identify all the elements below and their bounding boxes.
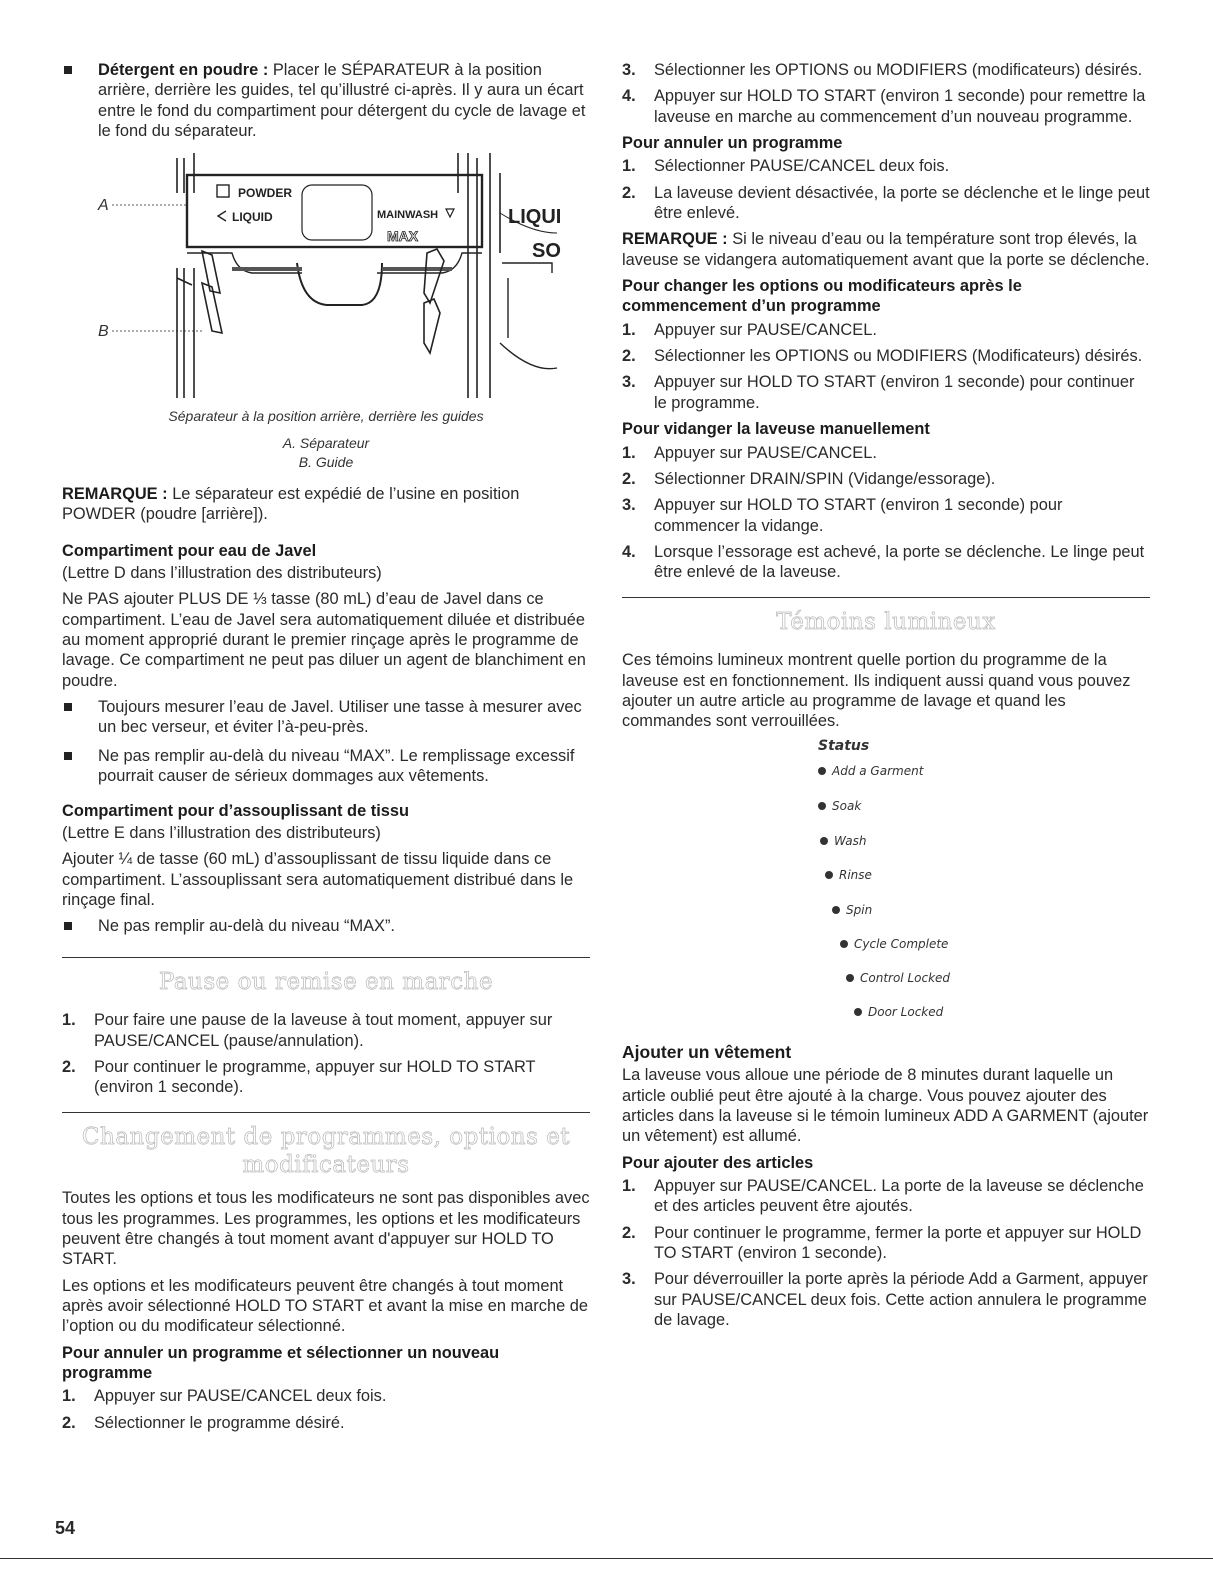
ajouter-sub-heading: Pour ajouter des articles [622, 1153, 814, 1172]
annuler-heading: Pour annuler un programme [622, 134, 843, 153]
status-label: Rinse [839, 867, 872, 882]
item-text: Appuyer sur HOLD TO START (environ 1 seconde) pour commencer la vidange. [654, 496, 1063, 535]
ajouter-item-2 [622, 1223, 1150, 1264]
javel-bullet-2: Ne pas remplir au-delà du niveau “MAX”. Le remplissage excessif pourrait causer de sérieux dommages aux vêtements. [62, 746, 590, 787]
item-text: Appuyer sur PAUSE/CANCEL deux fois. [94, 1387, 387, 1406]
remarque-right [622, 229, 1150, 270]
indicator-light-icon [832, 906, 840, 914]
ajouter-item-3 [622, 1269, 1150, 1330]
status-spin [832, 903, 872, 918]
status-door-locked [854, 1005, 943, 1020]
figure-legend-a: A. Séparateur [282, 435, 370, 452]
status-add-garment [818, 764, 923, 779]
figure-legend-b: B. Guide [298, 454, 354, 471]
item-number: 2. [622, 347, 636, 366]
item-text: Sélectionner PAUSE/CANCEL deux fois. [654, 157, 950, 176]
javel-subtitle: (Lettre D dans l’illustration des distributeurs) [62, 564, 382, 583]
label-a: A [98, 197, 109, 215]
pause-item-1 [62, 1010, 590, 1051]
status-label: Soak [832, 798, 862, 813]
item-number: 1. [622, 443, 636, 462]
right-column [622, 60, 1150, 1337]
item-text: Pour continuer le programme, fermer la porte et appuyer sur HOLD TO START (environ 1 seconde). [654, 1223, 1142, 1263]
page-number: 54 [55, 1518, 76, 1538]
status-label: Cycle Complete [854, 936, 949, 951]
javel-paragraph: Ne PAS ajouter PLUS DE ⅓ tasse (80 mL) d’eau de Javel dans ce compartiment. L’eau de Javel sera automatiquement diluée et distribuée au moment approprié durant le premier rinçage après le programme de lavage. Ce compartiment ne peut pas diluer un agent de blanchiment en poudre. [62, 590, 586, 690]
changement-title-line-2: modificateurs [242, 1152, 410, 1179]
changement-item-1 [62, 1386, 590, 1406]
so-label: SO [532, 240, 561, 263]
changer-heading: Pour changer les options ou modificateurs après le commencement d’un programme [622, 277, 1022, 316]
status-label: Wash [834, 833, 867, 848]
status-label: Door Locked [868, 1004, 944, 1019]
section-divider [62, 1112, 590, 1113]
status-control-locked [846, 971, 950, 986]
indicator-light-icon [854, 1008, 862, 1016]
pause-section-title: Pause ou remise en marche [158, 968, 494, 995]
bottom-rule [0, 1558, 1213, 1559]
status-soak [818, 799, 861, 814]
cont-item-3 [622, 60, 1150, 80]
item-text: Sélectionner les OPTIONS ou MODIFIERS (modificateurs) désirés. [654, 61, 1143, 79]
mainwash-label: MAINWASH [377, 209, 439, 222]
item-number: 4. [622, 542, 636, 561]
changement-item-2 [62, 1413, 590, 1433]
remarque-text: Le séparateur est expédié de l’usine en position POWDER (poudre [arrière]). [62, 485, 520, 524]
powder-label: POWDER [238, 186, 292, 201]
remarque-lead: REMARQUE : [62, 485, 168, 504]
javel-bullet-1: Toujours mesurer l’eau de Javel. Utiliser une tasse à mesurer avec un bec verseur, et éviter l’à-peu-près. [62, 697, 590, 738]
temoins-paragraph: Ces témoins lumineux montrent quelle portion du programme de la laveuse est en fonctionnement. Ils indiquent aussi quand vous pouvez ajouter un autre article au programme de lavage et quand les commandes sont verrouillées. [622, 651, 1131, 731]
vidanger-item-3 [622, 495, 1150, 536]
indicator-light-icon [825, 871, 833, 879]
item-number: 1. [622, 157, 636, 176]
detergent-bullet [62, 60, 590, 141]
indicator-light-icon [818, 767, 826, 775]
changement-paragraph-1: Toutes les options et tous les modificateurs ne sont pas disponibles avec tous les programmes. Les programmes, les options et les modificateurs peuvent être changés à tout moment avant d'appuyer sur HOLD TO START. [62, 1189, 590, 1269]
assouplissant-paragraph: Ajouter ¼ de tasse (60 mL) d’assouplissant de tissu liquide dans ce compartiment. L’assouplissant sera automatiquement distribué dans le rinçage final. [62, 850, 574, 909]
item-text: Lorsque l’essorage est achevé, la porte se déclenche. Le linge peut être enlevé de la laveuse. [654, 542, 1145, 582]
indicator-light-icon [818, 802, 826, 810]
item-text: Sélectionner DRAIN/SPIN (Vidange/essorage). [654, 469, 996, 488]
separator-figure [62, 153, 590, 403]
figure-caption: Séparateur à la position arrière, derrière les guides [168, 408, 484, 425]
max-label: MAX [387, 228, 419, 245]
vidanger-item-2 [622, 469, 1150, 489]
ajouter-heading: Ajouter un vêtement [622, 1041, 792, 1062]
item-number: 4. [622, 87, 636, 106]
item-number: 3. [622, 1270, 636, 1289]
item-number: 2. [622, 183, 636, 202]
remarque-lead: REMARQUE : [622, 230, 728, 249]
remarque-text: Si le niveau d’eau ou la température sont trop élevés, la laveuse se vidangera automatiquement avant que la porte se déclenche. [622, 230, 1150, 269]
left-column [62, 60, 590, 1439]
item-text: Appuyer sur PAUSE/CANCEL. La porte de la laveuse se déclenche et des articles peuvent être ajoutés. [654, 1177, 1144, 1216]
item-text: La laveuse devient désactivée, la porte se déclenche et le linge peut être enlevé. [654, 183, 1150, 223]
annuler-item-2 [622, 183, 1150, 224]
item-number: 1. [622, 1177, 636, 1196]
item-text: Pour continuer le programme, appuyer sur HOLD TO START (environ 1 seconde). [94, 1058, 536, 1097]
item-text: Appuyer sur HOLD TO START (environ 1 seconde) pour remettre la laveuse en marche au commencement d’un nouveau programme. [654, 87, 1146, 126]
item-text: Appuyer sur HOLD TO START (environ 1 seconde) pour continuer le programme. [654, 373, 1135, 412]
item-number: 3. [622, 496, 636, 515]
assouplissant-heading: Compartiment pour d’assouplissant de tissu [62, 801, 409, 820]
pause-item-2 [62, 1057, 590, 1098]
item-number: 2. [622, 1223, 636, 1242]
liquid-label: LIQUID [232, 210, 273, 225]
detergent-text: Placer le SÉPARATEUR à la position arrière, derrière les guides, tel qu’illustré ci-après. Il y aura un écart entre le fond du compartiment pour détergent du cycle de lavage et le fond du séparateur. [98, 61, 586, 141]
cont-item-4 [622, 86, 1150, 127]
annuler-nouveau-heading: Pour annuler un programme et sélectionner un nouveau programme [62, 1343, 500, 1382]
indicator-light-icon [820, 837, 828, 845]
item-text: Sélectionner les OPTIONS ou MODIFIERS (Modificateurs) désirés. [654, 347, 1143, 366]
status-title: Status [818, 737, 870, 754]
temoins-section-title: Témoins lumineux [776, 608, 996, 635]
item-number: 3. [622, 373, 636, 392]
vidanger-item-4 [622, 542, 1150, 583]
item-number: 3. [622, 61, 636, 79]
item-text: Appuyer sur PAUSE/CANCEL. [654, 320, 877, 339]
changement-paragraph-2: Les options et les modificateurs peuvent être changés à tout moment après avoir sélectionné HOLD TO START et avant la mise en marche de l’option ou du modificateur sélectionné. [62, 1276, 588, 1336]
section-divider [62, 957, 590, 958]
item-number: 1. [62, 1011, 76, 1030]
item-number: 1. [62, 1387, 76, 1406]
item-number: 2. [62, 1058, 76, 1077]
ajouter-item-1 [622, 1176, 1150, 1217]
item-text: Appuyer sur PAUSE/CANCEL. [654, 443, 877, 462]
status-rinse [825, 868, 872, 883]
item-number: 2. [622, 469, 636, 488]
vidanger-item-1 [622, 443, 1150, 463]
annuler-item-1 [622, 156, 1150, 176]
status-cycle-complete [840, 937, 948, 952]
section-divider [622, 597, 1150, 598]
changer-item-1 [622, 320, 1150, 340]
item-text: Sélectionner le programme désiré. [94, 1413, 345, 1432]
item-text: Pour déverrouiller la porte après la période Add a Garment, appuyer sur PAUSE/CANCEL deux fois. Cette action annulera le programme de lavage. [654, 1270, 1148, 1330]
status-label: Add a Garment [832, 763, 924, 778]
changer-item-2 [622, 346, 1150, 366]
liqui-label: LIQUI [508, 206, 562, 229]
changement-title-line-1: Changement de programmes, options et [81, 1123, 571, 1150]
detergent-lead: Détergent en poudre : [98, 61, 269, 79]
status-wash [820, 834, 866, 849]
javel-heading: Compartiment pour eau de Javel [62, 541, 317, 560]
vidanger-heading: Pour vidanger la laveuse manuellement [622, 420, 930, 439]
status-panel [622, 738, 1150, 1028]
status-label: Spin [846, 902, 873, 917]
remarque-left [62, 484, 590, 525]
item-text: Pour faire une pause de la laveuse à tout moment, appuyer sur PAUSE/CANCEL (pause/annulation). [94, 1011, 553, 1050]
changer-item-3 [622, 372, 1150, 413]
item-number: 2. [62, 1413, 76, 1432]
assouplissant-subtitle: (Lettre E dans l’illustration des distributeurs) [62, 823, 381, 842]
item-number: 1. [622, 320, 636, 339]
indicator-light-icon [840, 940, 848, 948]
separator-illustration [62, 153, 590, 403]
ajouter-paragraph: La laveuse vous alloue une période de 8 minutes durant laquelle un article oublié peut être ajouté à la charge. Vous pouvez ajouter des articles dans la laveuse si le témoin lumineux ADD A GARMENT (ajouter un vêtement) est allumé. [622, 1066, 1149, 1146]
status-label: Control Locked [860, 970, 951, 985]
label-b: B [98, 323, 109, 341]
assouplissant-bullet: Ne pas remplir au-delà du niveau “MAX”. [62, 916, 590, 936]
changement-section-title [62, 1123, 590, 1181]
indicator-light-icon [846, 974, 854, 982]
